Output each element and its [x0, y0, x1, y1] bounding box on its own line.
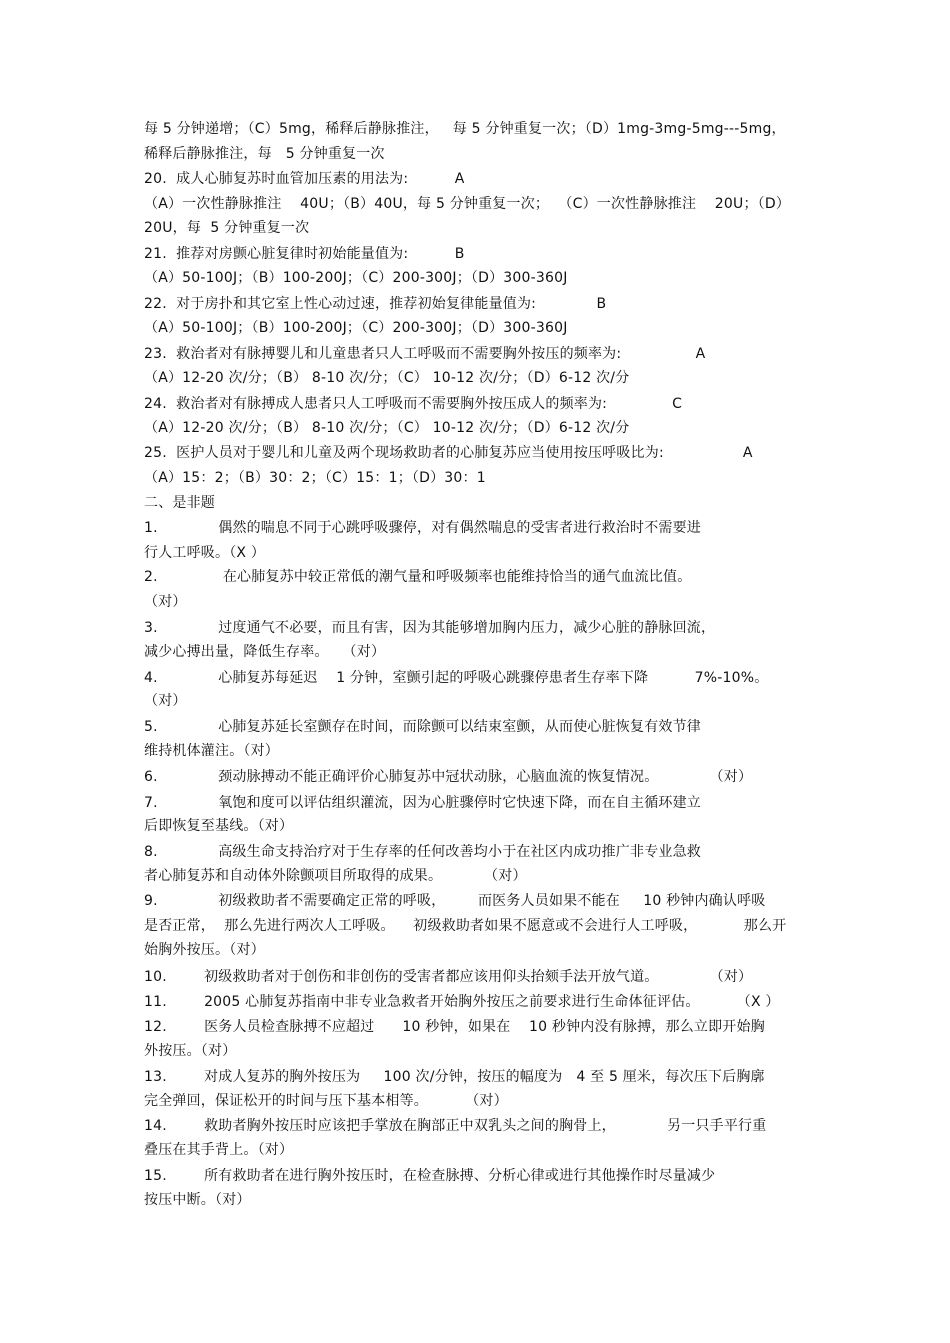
tf-item-1-cont: 行人工呼吸。（X ）	[144, 545, 266, 561]
tf-item-12-cont: 外按压。（对）	[144, 1043, 237, 1059]
tf-item-7: 7. 氧饱和度可以评估组织灌流，因为心脏骤停时它快速下降，而在自主循环建立	[144, 795, 702, 811]
tf-item-13: 13. 对成人复苏的胸外按压为 100 次/分钟，按压的幅度为 4 至 5 厘米，每次压下后胸廓	[144, 1069, 765, 1085]
tf-item-7-cont: 后即恢复至基线。（对）	[144, 818, 294, 834]
tf-item-4: 4. 心肺复苏每延迟 1 分钟，室颤引起的呼吸心跳骤停患者生存率下降 7%-10%。	[144, 670, 769, 686]
options-21: （A）50-100J；（B）100-200J；（C）200-300J；（D）300-360J	[144, 270, 568, 286]
question-21: 21. 推荐对房颤心脏复律时初始能量值为: B	[144, 246, 465, 262]
question-20: 20. 成人心肺复苏时血管加压素的用法为: A	[144, 171, 465, 187]
tf-item-14: 14. 救助者胸外按压时应该把手掌放在胸部正中双乳头之间的胸骨上， 另一只手平行重	[144, 1118, 767, 1134]
tf-item-5-cont: 维持机体灌注。（对）	[144, 743, 279, 759]
question-25: 25. 医护人员对于婴儿和儿童及两个现场救助者的心肺复苏应当使用按压呼吸比为: A	[144, 445, 753, 461]
tf-item-9: 9. 初级救助者不需要确定正常的呼吸， 而医务人员如果不能在 10 秒钟内确认呼吸	[144, 893, 766, 909]
text-line: 稀释后静脉推注，每 5 分钟重复一次	[144, 146, 385, 162]
tf-item-15-cont: 按压中断。（对）	[144, 1192, 251, 1208]
tf-item-3-cont: 减少心搏出量，降低生存率。 （对）	[144, 644, 386, 660]
tf-item-15: 15. 所有救助者在进行胸外按压时，在检查脉搏、分析心律或进行其他操作时尽量减少	[144, 1168, 716, 1184]
question-24: 24. 救治者对有脉搏成人患者只人工呼吸而不需要胸外按压成人的频率为: C	[144, 396, 683, 412]
tf-item-2: 2. 在心肺复苏中较正常低的潮气量和呼吸频率也能维持恰当的通气血流比值。	[144, 569, 692, 585]
tf-item-10: 10. 初级救助者对于创伤和非创伤的受害者都应该用仰头抬颏手法开放气道。 （对）	[144, 969, 753, 985]
question-22: 22. 对于房扑和其它室上性心动过速，推荐初始复律能量值为: B	[144, 296, 607, 312]
question-23: 23. 救治者对有脉搏婴儿和儿童患者只人工呼吸而不需要胸外按压的频率为: A	[144, 346, 706, 362]
tf-item-3: 3. 过度通气不必要，而且有害，因为其能够增加胸内压力，减少心脏的静脉回流，	[144, 620, 716, 636]
tf-item-14-cont: 叠压在其手背上。（对）	[144, 1142, 294, 1158]
options-24: （A）12-20 次/分；（B） 8-10 次/分；（C） 10-12 次/分；（D）6-12 次/分	[144, 420, 630, 436]
tf-item-13-cont: 完全弹回，保证松开的时间与压下基本相等。 （对）	[144, 1093, 508, 1109]
options-25: （A）15：2；（B）30：2；（C）15：1；（D）30：1	[144, 470, 486, 486]
text-line: 每 5 分钟递增；（C）5mg，稀释后静脉推注， 每 5 分钟重复一次；（D）1mg-3mg-5mg---5mg，	[144, 121, 786, 137]
tf-item-8-cont: 者心肺复苏和自动体外除颤项目所取得的成果。 （对）	[144, 868, 527, 884]
tf-item-5: 5. 心肺复苏延长室颤存在时间，而除颤可以结束室颤，从而使心脏恢复有效节律	[144, 719, 702, 735]
tf-item-4-answer: （对）	[144, 693, 187, 709]
tf-item-8: 8. 高级生命支持治疗对于生存率的任何改善均小于在社区内成功推广非专业急救	[144, 844, 702, 860]
options-23: （A）12-20 次/分；（B） 8-10 次/分；（C） 10-12 次/分；（D）6-12 次/分	[144, 370, 630, 386]
tf-item-9-cont: 是否正常， 那么先进行两次人工呼吸。 初级救助者如果不愿意或不会进行人工呼吸， 那么开	[144, 918, 787, 934]
tf-item-9-cont2: 始胸外按压。（对）	[144, 942, 265, 958]
options-20: （A）一次性静脉推注 40U；（B）40U，每 5 分钟重复一次； （C）一次性静脉推注 20U；（D）	[144, 196, 791, 212]
tf-item-11: 11. 2005 心肺复苏指南中非专业急救者开始胸外按压之前要求进行生命体征评估。 （X ）	[144, 994, 780, 1010]
tf-item-1: 1. 偶然的喘息不同于心跳呼吸骤停，对有偶然喘息的受害者进行救治时不需要进	[144, 520, 702, 536]
section-heading: 二、是非题	[144, 495, 215, 511]
options-22: （A）50-100J；（B）100-200J；（C）200-300J；（D）300-360J	[144, 320, 568, 336]
tf-item-2-answer: （对）	[144, 594, 187, 610]
tf-item-12: 12. 医务人员检查脉搏不应超过 10 秒钟，如果在 10 秒钟内没有脉搏，那么立即开始胸	[144, 1019, 765, 1035]
tf-item-6: 6. 颈动脉搏动不能正确评价心肺复苏中冠状动脉，心脑血流的恢复情况。 （对）	[144, 769, 753, 785]
options-20-cont: 20U，每 5 分钟重复一次	[144, 220, 310, 236]
